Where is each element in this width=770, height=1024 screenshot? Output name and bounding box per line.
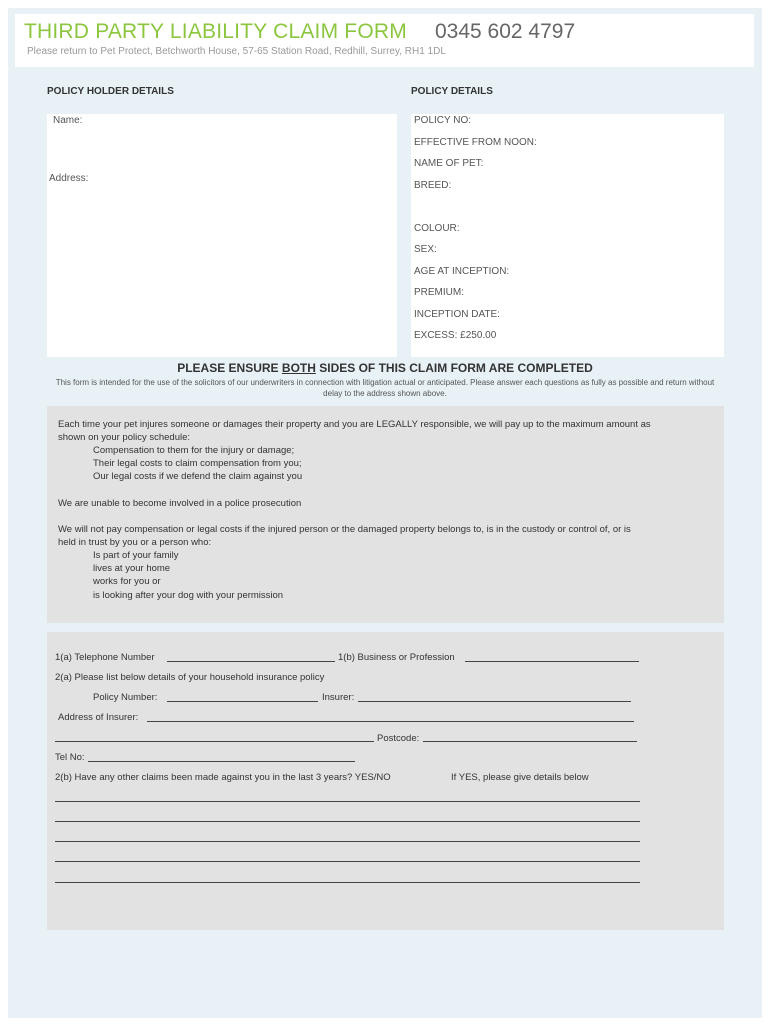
- form-header: [15, 14, 754, 67]
- policy-holder-heading: POLICY HOLDER DETAILS: [47, 86, 174, 97]
- ensure-notice: PLEASE ENSURE BOTH SIDES OF THIS CLAIM FORM ARE COMPLETED: [177, 361, 593, 375]
- profession-label: 1(b) Business or Profession: [338, 652, 455, 663]
- exclusion-item: works for you or: [93, 576, 161, 587]
- exclusion-item: is looking after your dog with your permission: [93, 590, 284, 601]
- policy-no-label: POLICY NO:: [414, 115, 472, 126]
- insurer-address-field-2[interactable]: [55, 741, 374, 742]
- other-claims-label: 2(b) Have any other claims been made against you in the last 3 years? YES/NO: [55, 772, 391, 783]
- postcode-label: Postcode:: [377, 733, 420, 744]
- insurer-address-label: Address of Insurer:: [58, 712, 139, 723]
- insurer-address-field[interactable]: [147, 721, 634, 722]
- sex-label: SEX:: [414, 244, 437, 255]
- policy-details-heading: POLICY DETAILS: [411, 86, 493, 97]
- telephone-field[interactable]: [167, 661, 335, 662]
- police-text: We are unable to become involved in a police prosecution: [58, 498, 302, 509]
- exclusion-item: Is part of your family: [93, 550, 179, 561]
- if-yes-label: If YES, please give details below: [451, 772, 589, 783]
- claims-details-line[interactable]: [55, 821, 640, 822]
- household-policy-label: 2(a) Please list below details of your household insurance policy: [55, 672, 325, 683]
- address-label: Address:: [49, 173, 89, 184]
- name-label: Name:: [53, 115, 83, 126]
- claims-details-line[interactable]: [55, 841, 640, 842]
- exclusion-text: held in trust by you or a person who:: [58, 537, 212, 548]
- return-address: Please return to Pet Protect, Betchworth House, 57-65 Station Road, Redhill, Surrey, RH1 1DL: [27, 46, 446, 57]
- pet-name-label: NAME OF PET:: [414, 158, 484, 169]
- cover-item: Their legal costs to claim compensation from you;: [93, 458, 302, 469]
- policy-number-label: Policy Number:: [93, 692, 158, 703]
- claims-details-line[interactable]: [55, 882, 640, 883]
- form-title: THIRD PARTY LIABILITY CLAIM FORM: [24, 20, 407, 43]
- policy-holder-box[interactable]: [47, 114, 397, 357]
- cover-item: Our legal costs if we defend the claim against you: [93, 471, 303, 482]
- policy-number-field[interactable]: [167, 701, 318, 702]
- insurer-label: Insurer:: [322, 692, 355, 703]
- cover-text: shown on your policy schedule:: [58, 432, 191, 443]
- telephone-label: 1(a) Telephone Number: [55, 652, 155, 663]
- premium-label: PREMIUM:: [414, 287, 464, 298]
- exclusion-text: We will not pay compensation or legal costs if the injured person or the damaged property belongs to, is in the custody or control of, or is: [58, 524, 631, 535]
- exclusion-item: lives at your home: [93, 563, 171, 574]
- insurer-field[interactable]: [358, 701, 631, 702]
- breed-label: BREED:: [414, 180, 452, 191]
- claims-details-line[interactable]: [55, 861, 640, 862]
- claims-details-line[interactable]: [55, 801, 640, 802]
- excess-label: EXCESS: £250.00: [414, 330, 497, 341]
- policy-details-box[interactable]: [411, 114, 724, 357]
- postcode-field[interactable]: [423, 741, 637, 742]
- inception-date-label: INCEPTION DATE:: [414, 309, 500, 320]
- age-at-inception-label: AGE AT INCEPTION:: [414, 266, 510, 277]
- cover-text: Each time your pet injures someone or damages their property and you are LEGALLY responsible, we will pay up to the maximum amount as: [58, 419, 651, 430]
- intro-text: This form is intended for the use of the solicitors of our underwriters in connection with litigation actual or anticipated. Please answer each questions as fully as possible and return without delay to the address shown above.: [55, 378, 715, 398]
- cover-item: Compensation to them for the injury or damage;: [93, 445, 295, 456]
- tel-no-field[interactable]: [88, 761, 355, 762]
- tel-no-label: Tel No:: [55, 752, 85, 763]
- phone-number: 0345 602 4797: [435, 20, 576, 43]
- profession-field[interactable]: [465, 661, 639, 662]
- colour-label: COLOUR:: [414, 223, 460, 234]
- effective-from-label: EFFECTIVE FROM NOON:: [414, 137, 537, 148]
